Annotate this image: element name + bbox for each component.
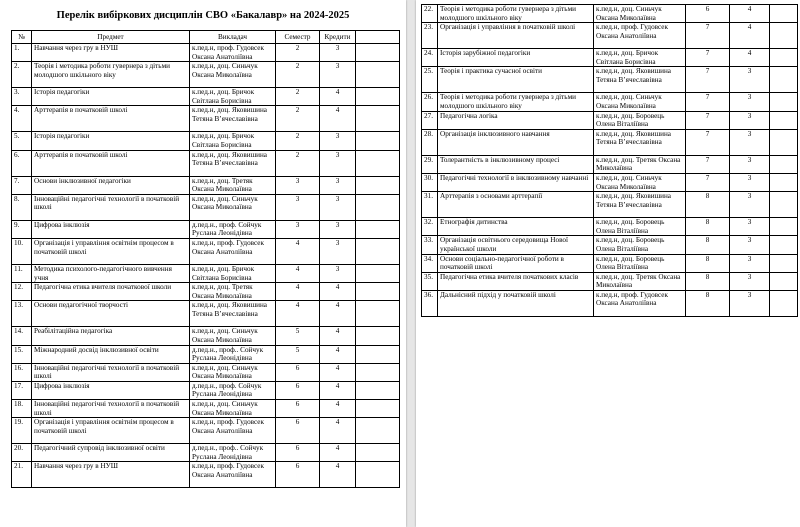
- row-credits: 4: [320, 327, 356, 345]
- row-number: 4.: [12, 106, 32, 132]
- row-number: 27.: [422, 111, 438, 129]
- row-credits: 4: [730, 23, 770, 49]
- row-credits: 3: [320, 132, 356, 150]
- row-semester: 8: [686, 290, 730, 316]
- row-semester: 5: [276, 327, 320, 345]
- row-subject: Організація і управління освітнім процесом в початковій школі: [32, 418, 190, 444]
- row-empty: [770, 218, 798, 236]
- row-subject: Педагогічна етика вчителя початкових класів: [438, 272, 594, 290]
- row-subject: Педагогічна логіка: [438, 111, 594, 129]
- row-teacher: к.пед.н, доц. Боровець Олена Віталіївна: [594, 236, 686, 254]
- row-teacher: д.пед.н., проф.. Сойчук Руслана Леонідівна: [190, 444, 276, 462]
- row-empty: [770, 5, 798, 23]
- row-teacher: к.пед.н, проф. Гудовсек Оксана Анатоліївна: [190, 418, 276, 444]
- row-number: 30.: [422, 173, 438, 191]
- header-number: №: [12, 31, 32, 44]
- row-empty: [770, 23, 798, 49]
- row-subject: Теорія і методика роботи гувернера з дітьми молодшого шкільного віку: [438, 93, 594, 111]
- row-subject: Основи педагогічної творчості: [32, 301, 190, 327]
- row-teacher: к.пед.н, доц. Бричок Світлана Борисівна: [190, 132, 276, 150]
- row-empty: [356, 194, 400, 220]
- row-teacher: к.пед.н, доц. Бричок Світлана Борисівна: [190, 264, 276, 282]
- row-empty: [770, 67, 798, 93]
- row-empty: [356, 106, 400, 132]
- row-teacher: к.пед.н, доц. Боровець Олена Віталіївна: [594, 254, 686, 272]
- row-empty: [770, 236, 798, 254]
- row-subject: Організація інклюзивного навчання: [438, 129, 594, 155]
- row-semester: 3: [276, 194, 320, 220]
- row-number: 23.: [422, 23, 438, 49]
- row-number: 21.: [12, 462, 32, 488]
- table-row: [12, 327, 400, 345]
- row-number: 31.: [422, 192, 438, 218]
- table-row: [422, 173, 798, 191]
- row-teacher: к.пед.н, доц. Яковишина Тетяна В’ячеславівна: [190, 106, 276, 132]
- row-semester: 6: [276, 400, 320, 418]
- row-credits: 4: [320, 418, 356, 444]
- row-number: 10.: [12, 238, 32, 264]
- row-subject: Основи інклюзивної педагогіки: [32, 176, 190, 194]
- row-empty: [356, 400, 400, 418]
- row-semester: 4: [276, 283, 320, 301]
- row-teacher: к.пед.н, проф. Гудовсек Оксана Анатоліївна: [594, 290, 686, 316]
- row-credits: 4: [320, 363, 356, 381]
- table-row: [12, 363, 400, 381]
- row-subject: Етнографія дитинства: [438, 218, 594, 236]
- row-semester: 4: [276, 238, 320, 264]
- row-subject: Педагогічні технології в інклюзивному навчанні: [438, 173, 594, 191]
- table-row: [422, 111, 798, 129]
- row-credits: 3: [320, 62, 356, 88]
- table-row: [12, 62, 400, 88]
- courses-table-left: [11, 30, 400, 488]
- table-row: [422, 272, 798, 290]
- table-row: [12, 418, 400, 444]
- table-row: [12, 301, 400, 327]
- row-teacher: к.пед.н, проф. Гудовсек Оксана Анатоліївна: [594, 23, 686, 49]
- row-number: 22.: [422, 5, 438, 23]
- row-number: 25.: [422, 67, 438, 93]
- table-row: [12, 264, 400, 282]
- row-number: 19.: [12, 418, 32, 444]
- row-subject: Історія педагогіки: [32, 88, 190, 106]
- row-semester: 7: [686, 93, 730, 111]
- row-semester: 4: [276, 301, 320, 327]
- row-semester: 8: [686, 272, 730, 290]
- row-teacher: к.пед.н, доц. Бричок Світлана Борисівна: [594, 49, 686, 67]
- table-row: [12, 400, 400, 418]
- row-empty: [356, 238, 400, 264]
- row-semester: 8: [686, 254, 730, 272]
- row-number: 9.: [12, 220, 32, 238]
- row-number: 20.: [12, 444, 32, 462]
- row-empty: [356, 176, 400, 194]
- row-number: 26.: [422, 93, 438, 111]
- table-row: [12, 283, 400, 301]
- table-row: [422, 49, 798, 67]
- header-semester: Семестр: [276, 31, 320, 44]
- table-row: [12, 462, 400, 488]
- row-teacher: к.пед.н, доц. Синьчук Оксана Миколаївна: [594, 173, 686, 191]
- row-empty: [356, 462, 400, 488]
- table-row: [422, 290, 798, 316]
- row-teacher: к.пед.н, доц. Третяк Оксана Миколаївна: [190, 176, 276, 194]
- row-credits: 3: [320, 150, 356, 176]
- row-credits: 4: [320, 462, 356, 488]
- row-semester: 8: [686, 236, 730, 254]
- table-row: [12, 106, 400, 132]
- row-credits: 3: [730, 111, 770, 129]
- table-row: [422, 93, 798, 111]
- row-empty: [356, 44, 400, 62]
- row-teacher: к.пед.н, доц. Третяк Оксана Миколаївна: [190, 283, 276, 301]
- row-empty: [770, 192, 798, 218]
- table-header-row: [12, 31, 400, 44]
- row-subject: Інноваційні педагогічні технології в початковій школі: [32, 194, 190, 220]
- row-credits: 3: [730, 272, 770, 290]
- row-number: 2.: [12, 62, 32, 88]
- header-teacher: Викладач: [190, 31, 276, 44]
- row-number: 13.: [12, 301, 32, 327]
- row-empty: [356, 132, 400, 150]
- row-number: 14.: [12, 327, 32, 345]
- row-empty: [356, 345, 400, 363]
- table-row: [422, 155, 798, 173]
- row-teacher: к.пед.н, проф. Гудовсек Оксана Анатоліївна: [190, 44, 276, 62]
- row-semester: 7: [686, 23, 730, 49]
- row-credits: 3: [730, 290, 770, 316]
- row-number: 16.: [12, 363, 32, 381]
- row-empty: [356, 62, 400, 88]
- table-row: [12, 194, 400, 220]
- row-credits: 3: [320, 264, 356, 282]
- row-credits: 3: [730, 67, 770, 93]
- row-teacher: к.пед.н, доц. Синьчук Оксана Миколаївна: [594, 93, 686, 111]
- row-subject: Міжнародний досвід інклюзивної освіти: [32, 345, 190, 363]
- row-teacher: к.пед.н, доц. Бричок Світлана Борисівна: [190, 88, 276, 106]
- row-credits: 3: [730, 254, 770, 272]
- header-credits: Кредити: [320, 31, 356, 44]
- table-row: [12, 150, 400, 176]
- row-semester: 3: [276, 220, 320, 238]
- table-row: [12, 238, 400, 264]
- row-teacher: к.пед.н, доц. Синьчук Оксана Миколаївна: [594, 5, 686, 23]
- table-row: [422, 192, 798, 218]
- row-subject: Основи соціально-педагогічної роботи в початковій школі: [438, 254, 594, 272]
- table-row: [422, 5, 798, 23]
- row-teacher: к.пед.н, доц. Синьчук Оксана Миколаївна: [190, 363, 276, 381]
- row-empty: [770, 111, 798, 129]
- row-semester: 7: [686, 49, 730, 67]
- row-subject: Організація освітнього середовища Нової української школи: [438, 236, 594, 254]
- row-empty: [770, 93, 798, 111]
- row-number: 15.: [12, 345, 32, 363]
- row-semester: 6: [276, 462, 320, 488]
- row-credits: 4: [320, 400, 356, 418]
- document-title: Перелік вибіркових дисциплін СВО «Бакалавр» на 2024-2025: [56, 10, 350, 21]
- row-teacher: к.пед.н, доц. Яковишина Тетяна В’ячеславівна: [594, 192, 686, 218]
- row-number: 36.: [422, 290, 438, 316]
- row-empty: [770, 173, 798, 191]
- row-semester: 6: [276, 418, 320, 444]
- row-subject: Теорія і практика сучасної освіти: [438, 67, 594, 93]
- row-credits: 4: [730, 5, 770, 23]
- row-empty: [356, 301, 400, 327]
- row-subject: Організація і управління освітнім процесом в початковій школі: [32, 238, 190, 264]
- row-subject: Толерантність в інклюзивному процесі: [438, 155, 594, 173]
- row-number: 32.: [422, 218, 438, 236]
- row-subject: Арттерапія в початковій школі: [32, 150, 190, 176]
- row-number: 17.: [12, 381, 32, 399]
- row-subject: Цифрова інклюзія: [32, 381, 190, 399]
- row-empty: [770, 129, 798, 155]
- row-empty: [356, 363, 400, 381]
- table-row: [12, 345, 400, 363]
- row-credits: 4: [320, 283, 356, 301]
- row-semester: 8: [686, 192, 730, 218]
- row-empty: [770, 272, 798, 290]
- document-page-right: [416, 0, 800, 527]
- row-semester: 7: [686, 173, 730, 191]
- row-teacher: к.пед.н, доц. Яковишина Тетяна В’ячеславівна: [190, 150, 276, 176]
- row-empty: [356, 264, 400, 282]
- row-subject: Арттерапія в початковій школі: [32, 106, 190, 132]
- row-number: 29.: [422, 155, 438, 173]
- row-number: 34.: [422, 254, 438, 272]
- row-number: 1.: [12, 44, 32, 62]
- row-empty: [356, 327, 400, 345]
- table-row: [422, 254, 798, 272]
- row-empty: [356, 418, 400, 444]
- row-credits: 3: [730, 173, 770, 191]
- row-credits: 3: [730, 236, 770, 254]
- row-subject: Реабілітаційна педагогіка: [32, 327, 190, 345]
- row-empty: [356, 150, 400, 176]
- row-number: 8.: [12, 194, 32, 220]
- row-credits: 3: [730, 192, 770, 218]
- row-semester: 2: [276, 132, 320, 150]
- table-row: [12, 88, 400, 106]
- row-subject: Організація і управління в початковій школі: [438, 23, 594, 49]
- row-empty: [356, 220, 400, 238]
- row-credits: 4: [320, 444, 356, 462]
- row-credits: 4: [320, 106, 356, 132]
- row-teacher: к.пед.н, проф. Гудовсек Оксана Анатоліївна: [190, 238, 276, 264]
- row-subject: Арттерапія з основами арттерапії: [438, 192, 594, 218]
- table-row: [422, 23, 798, 49]
- row-credits: 4: [320, 301, 356, 327]
- row-credits: 3: [320, 176, 356, 194]
- table-row: [12, 176, 400, 194]
- table-row: [12, 44, 400, 62]
- table-row: [422, 218, 798, 236]
- row-semester: 7: [686, 67, 730, 93]
- row-subject: Теорія і методика роботи гувернера з дітьми молодшого шкільного віку: [32, 62, 190, 88]
- row-semester: 2: [276, 88, 320, 106]
- row-teacher: к.пед.н, доц. Синьчук Оксана Миколаївна: [190, 194, 276, 220]
- row-number: 5.: [12, 132, 32, 150]
- row-credits: 3: [730, 129, 770, 155]
- row-credits: 3: [730, 155, 770, 173]
- row-number: 24.: [422, 49, 438, 67]
- row-number: 3.: [12, 88, 32, 106]
- table-row: [12, 132, 400, 150]
- row-teacher: к.пед.н, доц. Боровець Олена Віталіївна: [594, 218, 686, 236]
- row-subject: Навчання через гру в НУШ: [32, 44, 190, 62]
- row-empty: [356, 283, 400, 301]
- row-credits: 4: [320, 381, 356, 399]
- row-semester: 8: [686, 218, 730, 236]
- row-teacher: д.пед.н., проф. Сойчук Руслана Леонідівна: [190, 381, 276, 399]
- table-row: [422, 129, 798, 155]
- row-semester: 2: [276, 106, 320, 132]
- row-subject: Теорія і методика роботи гувернера з дітьми молодшого шкільного віку: [438, 5, 594, 23]
- header-subject: Предмет: [32, 31, 190, 44]
- row-credits: 3: [730, 93, 770, 111]
- row-number: 11.: [12, 264, 32, 282]
- row-teacher: к.пед.н, доц. Синьчук Оксана Миколаївна: [190, 400, 276, 418]
- table-row: [422, 236, 798, 254]
- table-row: [12, 381, 400, 399]
- header-empty: [356, 31, 400, 44]
- row-teacher: к.пед.н, доц. Синьчук Оксана Миколаївна: [190, 327, 276, 345]
- courses-table-right: [421, 4, 798, 317]
- row-semester: 7: [686, 155, 730, 173]
- row-number: 33.: [422, 236, 438, 254]
- table-row: [422, 67, 798, 93]
- row-semester: 2: [276, 44, 320, 62]
- row-empty: [356, 444, 400, 462]
- row-subject: Методика психолого-педагогічного вивчення учня: [32, 264, 190, 282]
- row-empty: [356, 381, 400, 399]
- row-credits: 3: [320, 238, 356, 264]
- row-number: 7.: [12, 176, 32, 194]
- row-teacher: к.пед.н, проф. Гудовсек Оксана Анатоліївна: [190, 462, 276, 488]
- row-number: 28.: [422, 129, 438, 155]
- row-number: 12.: [12, 283, 32, 301]
- row-teacher: к.пед.н, доц. Боровець Олена Віталіївна: [594, 111, 686, 129]
- row-subject: Історія педагогіки: [32, 132, 190, 150]
- row-teacher: к.пед.н, доц. Третяк Оксана Миколаївна: [594, 155, 686, 173]
- row-semester: 2: [276, 150, 320, 176]
- row-semester: 6: [276, 444, 320, 462]
- row-semester: 6: [686, 5, 730, 23]
- row-teacher: к.пед.н, доц. Яковишина Тетяна В’ячеславівна: [594, 67, 686, 93]
- row-semester: 3: [276, 176, 320, 194]
- row-number: 18.: [12, 400, 32, 418]
- row-credits: 3: [320, 220, 356, 238]
- row-subject: Дальнісний підхід у початковій школі: [438, 290, 594, 316]
- row-empty: [770, 155, 798, 173]
- row-semester: 6: [276, 363, 320, 381]
- row-credits: 3: [730, 218, 770, 236]
- row-subject: Інноваційні педагогічні технології в початковій школі: [32, 400, 190, 418]
- row-semester: 7: [686, 129, 730, 155]
- row-teacher: к.пед.н, доц. Яковишина Тетяна В’ячеславівна: [594, 129, 686, 155]
- row-teacher: д.пед.н., проф.. Сойчук Руслана Леонідівна: [190, 345, 276, 363]
- row-teacher: к.пед.н, доц. Яковишина Тетяна В’ячеславівна: [190, 301, 276, 327]
- row-subject: Інноваційні педагогічні технології в початковій школі: [32, 363, 190, 381]
- row-credits: 4: [320, 88, 356, 106]
- row-subject: Навчання через гру в НУШ: [32, 462, 190, 488]
- row-subject: Цифрова інклюзія: [32, 220, 190, 238]
- row-teacher: к.пед.н, доц. Третяк Оксана Миколаївна: [594, 272, 686, 290]
- row-empty: [356, 88, 400, 106]
- row-semester: 6: [276, 381, 320, 399]
- row-empty: [770, 290, 798, 316]
- row-empty: [770, 254, 798, 272]
- row-semester: 5: [276, 345, 320, 363]
- table-row: [12, 444, 400, 462]
- row-number: 35.: [422, 272, 438, 290]
- row-teacher: д.пед.н., проф. Сойчук Руслана Леонідівна: [190, 220, 276, 238]
- row-credits: 4: [320, 345, 356, 363]
- row-subject: Педагогічний супровід інклюзивної освіти: [32, 444, 190, 462]
- row-semester: 7: [686, 111, 730, 129]
- row-empty: [770, 49, 798, 67]
- row-credits: 3: [320, 194, 356, 220]
- row-number: 6.: [12, 150, 32, 176]
- row-semester: 2: [276, 62, 320, 88]
- row-credits: 3: [320, 44, 356, 62]
- row-semester: 4: [276, 264, 320, 282]
- row-subject: Педагогічна етика вчителя початкової школи: [32, 283, 190, 301]
- table-row: [12, 220, 400, 238]
- row-subject: Історія зарубіжної педагогіки: [438, 49, 594, 67]
- row-credits: 4: [730, 49, 770, 67]
- row-teacher: к.пед.н, доц. Синьчук Оксана Миколаївна: [190, 62, 276, 88]
